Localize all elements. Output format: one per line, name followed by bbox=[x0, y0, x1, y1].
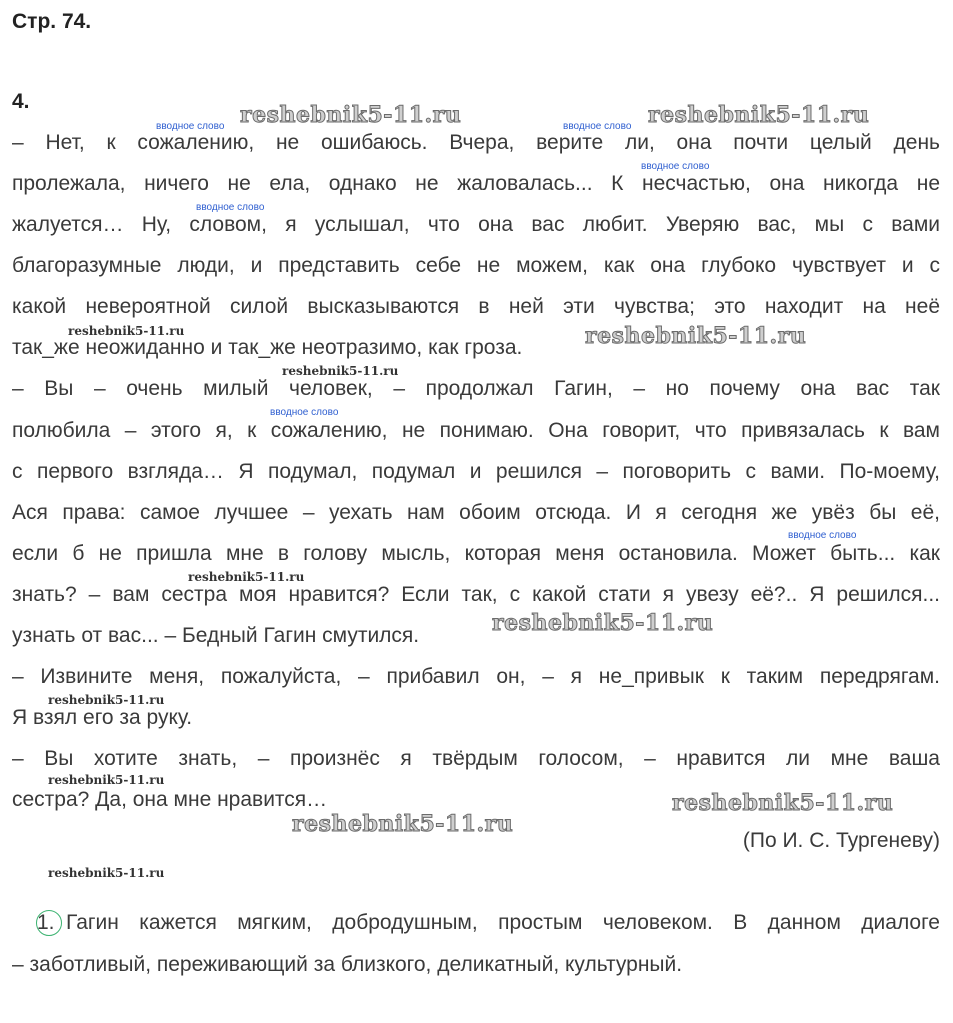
text-line: если б не пришла мне в голову мысль, которая меня остановила. Может быть... как bbox=[12, 542, 940, 565]
exercise-number: 4. bbox=[12, 90, 30, 113]
watermark: reshebnik5-11.ru bbox=[672, 790, 894, 816]
answer-number-circle: 1. bbox=[36, 910, 62, 936]
watermark: reshebnik5-11.ru bbox=[585, 323, 807, 349]
watermark: reshebnik5-11.ru bbox=[48, 773, 165, 787]
text-line: – Вы – очень милый человек, – продолжал Гагин, – но почему она вас так bbox=[12, 377, 940, 400]
text-line: – Извините меня, пожалуйста, – прибавил он, – я не_привык к таким передрягам. bbox=[12, 665, 940, 688]
watermark: reshebnik5-11.ru bbox=[648, 102, 870, 128]
watermark: reshebnik5-11.ru bbox=[68, 324, 185, 338]
text-line: какой невероятной силой высказываются в ней эти чувства; это находит на неё bbox=[12, 295, 940, 318]
intro-word-label: вводное слово bbox=[156, 121, 225, 132]
text-line: Я взял его за руку. bbox=[12, 706, 193, 729]
intro-word-label: вводное слово bbox=[270, 407, 339, 418]
source-attribution: (По И. С. Тургеневу) bbox=[742, 829, 940, 852]
intro-word-label: вводное слово bbox=[641, 161, 710, 172]
answer-line: – заботливый, переживающий за близкого, деликатный, культурный. bbox=[12, 953, 683, 976]
text-line: Ася права: самое лучшее – уехать нам обоим отсюда. И я сегодня же увёз бы её, bbox=[12, 501, 940, 524]
text-line: сестра? Да, она мне нравится… bbox=[12, 788, 328, 811]
watermark: reshebnik5-11.ru bbox=[282, 364, 399, 378]
text-line: – Вы хотите знать, – произнёс я твёрдым голосом, – нравится ли мне ваша bbox=[12, 747, 940, 770]
answer-line bbox=[36, 910, 940, 936]
text-line: жалуется… Ну, словом, я услышал, что она вас любит. Уверяю вас, мы с вами bbox=[12, 213, 940, 236]
watermark: reshebnik5-11.ru bbox=[48, 866, 165, 880]
text-line: знать? – вам сестра моя нравится? Если так, с какой стати я увезу её?.. Я решился... bbox=[12, 583, 940, 606]
intro-word-label: вводное слово bbox=[563, 121, 632, 132]
text-line: – Нет, к сожалению, не ошибаюсь. Вчера, верите ли, она почти целый день bbox=[12, 131, 940, 154]
watermark: reshebnik5-11.ru bbox=[492, 610, 714, 636]
text-line: благоразумные люди, и представить себе не можем, как она глубоко чувствует и с bbox=[12, 254, 940, 277]
text-line: с первого взгляда… Я подумал, подумал и решился – поговорить с вами. По-моему, bbox=[12, 460, 940, 483]
text-line: узнать от вас... – Бедный Гагин смутился. bbox=[12, 624, 420, 647]
intro-word-label: вводное слово bbox=[788, 530, 857, 541]
watermark: reshebnik5-11.ru bbox=[292, 811, 514, 837]
watermark: reshebnik5-11.ru bbox=[188, 570, 305, 584]
watermark: reshebnik5-11.ru bbox=[48, 693, 165, 707]
intro-word-label: вводное слово bbox=[196, 202, 265, 213]
text-line: полюбила – этого я, к сожалению, не понимаю. Она говорит, что привязалась к вам bbox=[12, 419, 940, 442]
text-line: так_же неожиданно и так_же неотразимо, как гроза. bbox=[12, 336, 523, 359]
page-label: Стр. 74. bbox=[12, 10, 92, 33]
watermark: reshebnik5-11.ru bbox=[240, 102, 462, 128]
text-line: пролежала, ничего не ела, однако не жаловалась... К несчастью, она никогда не bbox=[12, 172, 940, 195]
answer-text-1: Гагин кажется мягким, добродушным, простым человеком. В данном диалоге bbox=[66, 911, 940, 934]
